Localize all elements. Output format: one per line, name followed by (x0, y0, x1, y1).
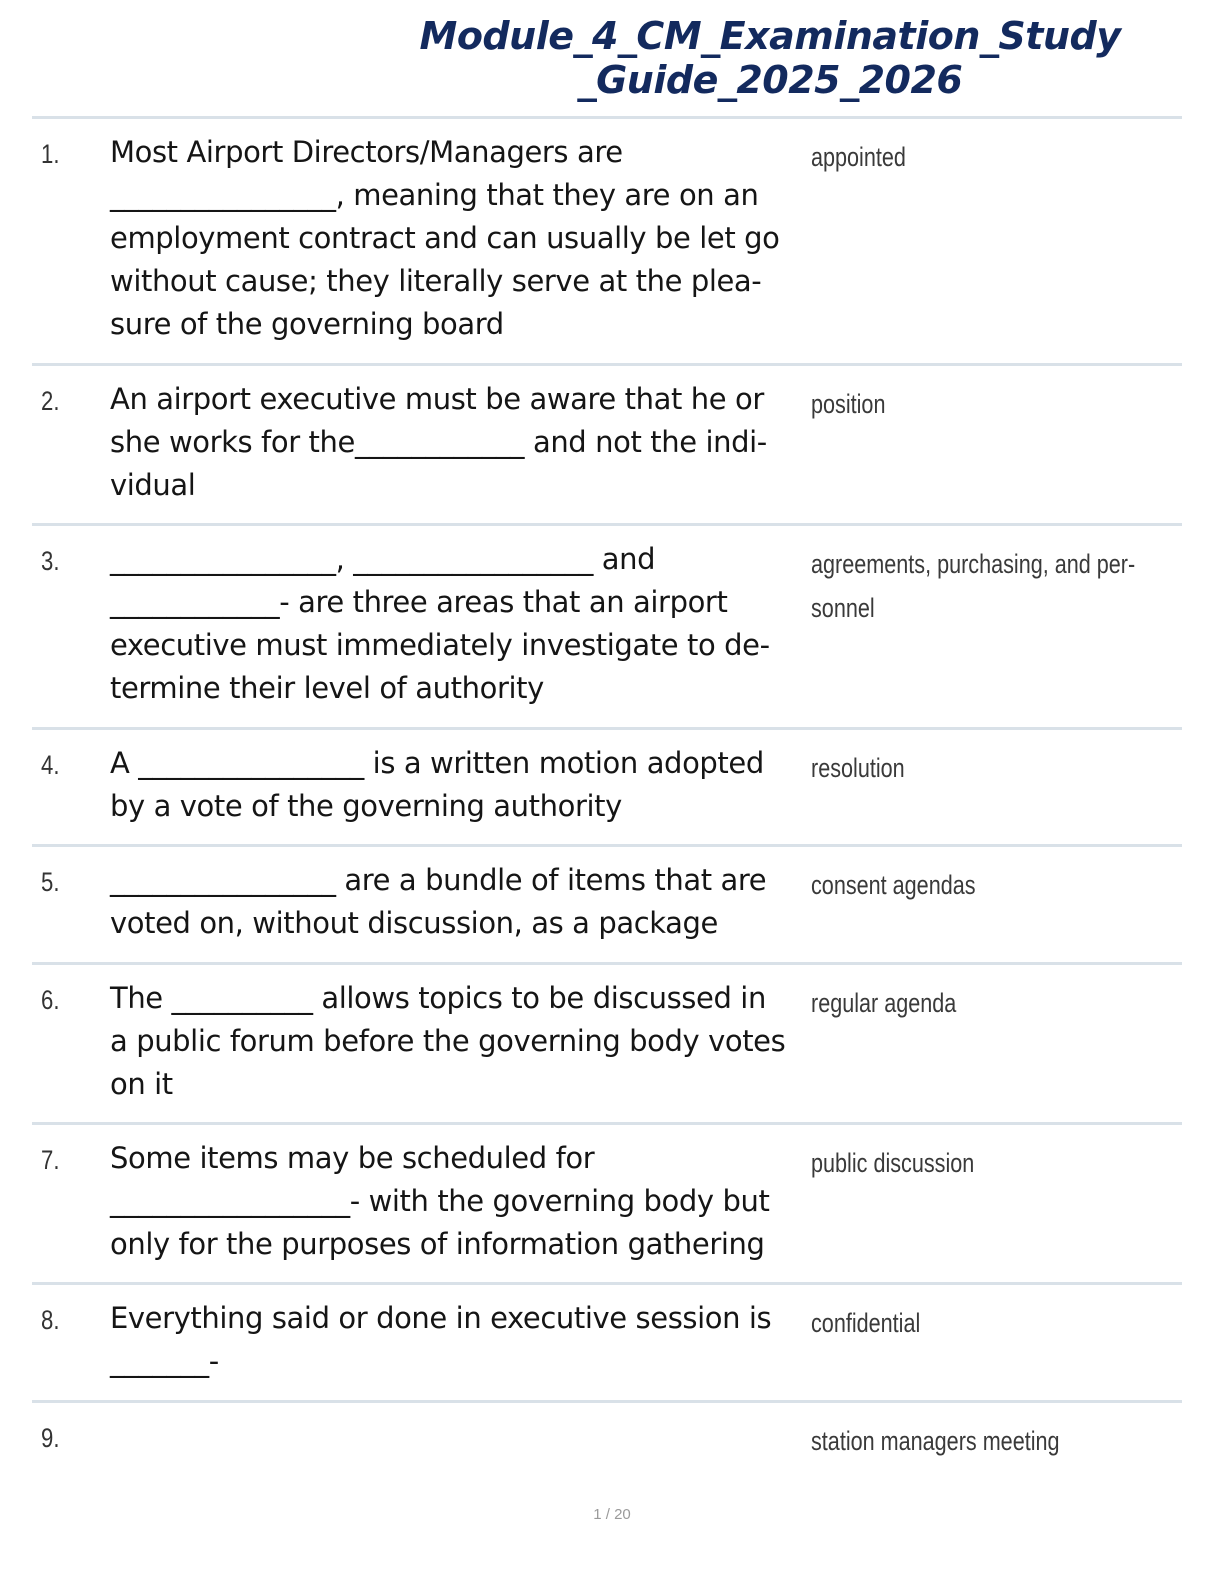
answer-text (811, 135, 1115, 179)
question-row-6 (32, 962, 1182, 1122)
answer-line: confidential (811, 1308, 921, 1338)
answer-text (811, 1141, 1115, 1185)
answer-line: position (811, 389, 886, 419)
question-line: employment contract and can usually be let go (110, 221, 780, 255)
question-number: 5. (41, 867, 60, 897)
question-text (110, 1137, 810, 1266)
question-line: Everything said or done in executive session is (110, 1301, 772, 1335)
question-line: sure of the governing board (110, 307, 504, 341)
question-line: Most Airport Directors/Managers are (110, 135, 623, 169)
question-number: 6. (41, 985, 60, 1015)
question-line: The __________ allows topics to be discussed in (110, 981, 766, 1015)
question-line: a public forum before the governing body votes (110, 1024, 786, 1058)
question-number: 2. (41, 386, 60, 416)
question-line: on it (110, 1067, 173, 1101)
question-line: _______- (110, 1344, 219, 1378)
question-row-8 (32, 1282, 1182, 1400)
question-row-7 (32, 1122, 1182, 1282)
answer-line: regular agenda (811, 988, 957, 1018)
question-line: ________________, _________________ and (110, 542, 656, 576)
answer-line: agreements, purchasing, and per- (811, 549, 1136, 579)
question-line: ____________- are three areas that an airport (110, 585, 728, 619)
answer-text (811, 382, 1115, 426)
question-row-4 (32, 727, 1182, 844)
question-list (32, 116, 1182, 1480)
question-number: 9. (41, 1423, 60, 1453)
question-text (110, 1297, 810, 1383)
document-title (300, 14, 1224, 102)
question-line: ________________, meaning that they are on an (110, 178, 759, 212)
question-line: An airport executive must be aware that he or (110, 382, 764, 416)
question-row-2 (32, 363, 1182, 523)
answer-text (811, 1301, 1115, 1345)
answer-text (811, 746, 1115, 790)
answer-text (811, 863, 1115, 907)
question-line: A ________________ is a written motion adopted (110, 746, 764, 780)
question-line: she works for the____________ and not the indi- (110, 425, 767, 459)
question-text (110, 538, 810, 710)
answer-line: sonnel (811, 593, 875, 623)
question-number: 3. (41, 546, 60, 576)
question-line: ________________ are a bundle of items that are (110, 863, 767, 897)
answer-text (811, 981, 1115, 1025)
answer-line: consent agendas (811, 870, 976, 900)
question-row-1 (32, 116, 1182, 363)
question-text (110, 131, 810, 346)
question-line: _________________- with the governing body but (110, 1184, 770, 1218)
question-line: termine their level of authority (110, 671, 544, 705)
question-text (110, 742, 810, 828)
question-number: 8. (41, 1305, 60, 1335)
question-text (110, 859, 810, 945)
question-line: executive must immediately investigate to de- (110, 628, 770, 662)
question-line: voted on, without discussion, as a package (110, 906, 718, 940)
question-text (110, 378, 810, 507)
question-text (110, 977, 810, 1106)
question-line: only for the purposes of information gathering (110, 1227, 765, 1261)
question-row-3 (32, 523, 1182, 727)
question-line: Some items may be scheduled for (110, 1141, 595, 1175)
question-number: 1. (41, 139, 60, 169)
page-indicator: 1 / 20 (593, 1506, 631, 1523)
question-number: 7. (41, 1145, 60, 1175)
question-number: 4. (41, 750, 60, 780)
answer-line: station managers meeting (811, 1426, 1060, 1456)
question-row-9 (32, 1400, 1182, 1480)
title-line-1: Module_4_CM_Examination_Study (419, 14, 1121, 58)
answer-line: appointed (811, 142, 906, 172)
answer-text (811, 542, 1136, 630)
answer-line: public discussion (811, 1148, 975, 1178)
question-line: without cause; they literally serve at the plea- (110, 264, 762, 298)
question-row-5 (32, 844, 1182, 962)
question-line: by a vote of the governing authority (110, 789, 622, 823)
question-line: vidual (110, 468, 196, 502)
title-line-2: _Guide_2025_2026 (577, 58, 963, 102)
answer-line: resolution (811, 753, 905, 783)
answer-text (811, 1419, 1115, 1463)
